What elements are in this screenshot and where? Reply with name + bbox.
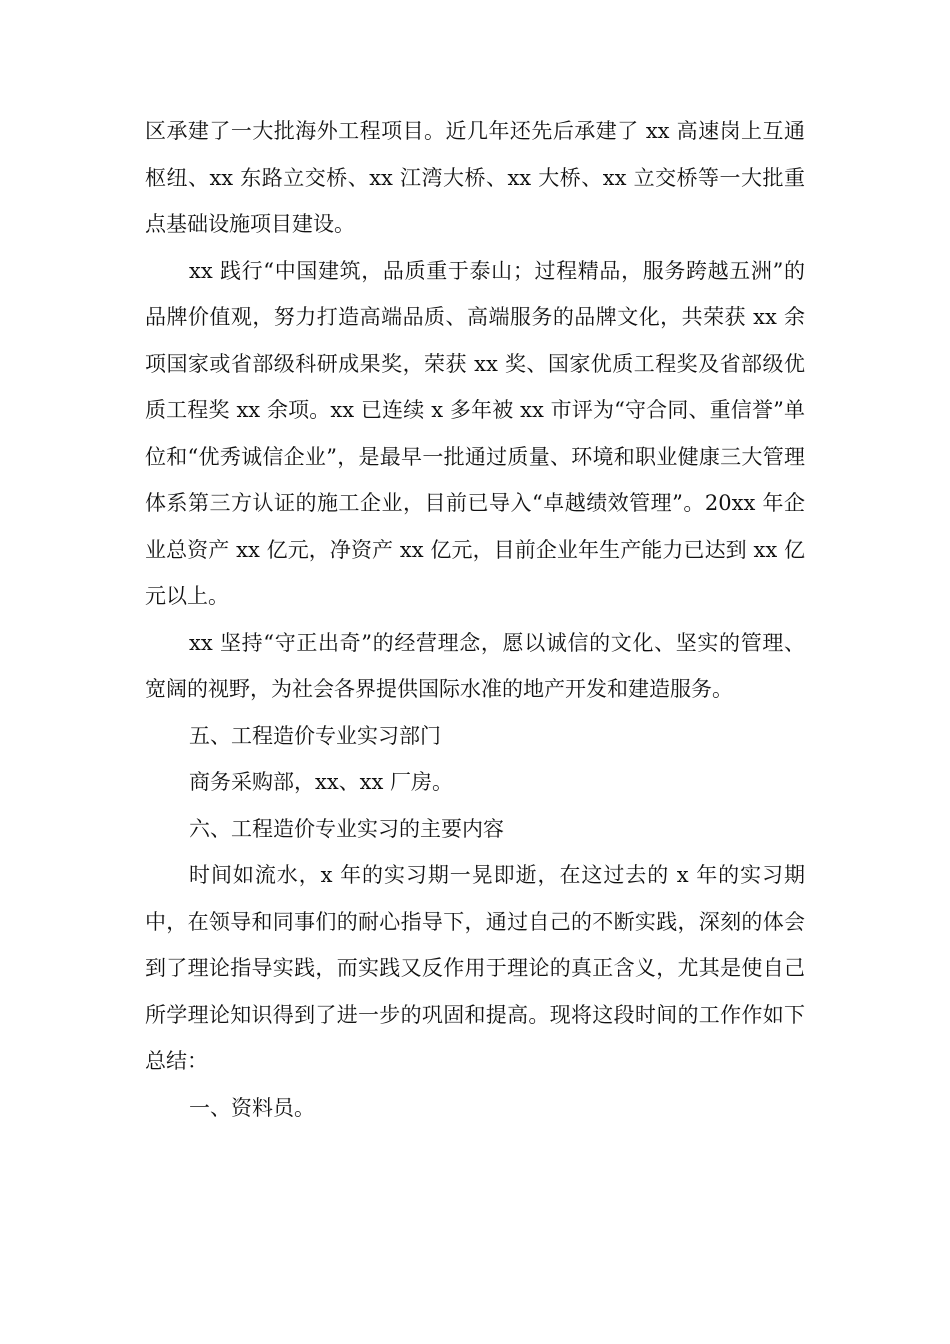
- section-heading-internship-content: 六、工程造价专业实习的主要内容: [189, 816, 504, 841]
- paragraph-brand-values: xx 践行“中国建筑，品质重于泰山；过程精品，服务跨越五洲”的品牌价值观，努力打造高端品质、高端服务的品牌文化，共荣获 xx 余项国家或省部级科研成果奖，荣获 xx 奖、国家优质工程奖及省部级优质工程奖 xx 余项。xx 已连续 x 多年被 xx 市评为“守合同、重信誉”单位和“优秀诚信企业”，是最早一批通过质量、环境和职业健康三大管理体系第三方认证的施工企业，目前已导入“卓越绩效管理”。20xx 年企业总资产 xx 亿元，净资产 xx 亿元，目前企业年生产能力已达到 xx 亿元以上。: [145, 258, 805, 608]
- paragraph-business-philosophy: xx 坚持“守正出奇”的经营理念，愿以诚信的文化、坚实的管理、宽阔的视野，为社会各界提供国际水准的地产开发和建造服务。: [145, 630, 805, 701]
- paragraph-department: 商务采购部，xx、xx 厂房。: [189, 770, 454, 794]
- paragraph-internship-summary: 时间如流水，x 年的实习期一晃即逝，在这过去的 x 年的实习期中，在领导和同事们的耐心指导下，通过自己的不断实践，深刻的体会到了理论指导实践，而实践又反作用于理论的真正含义，尤其是使自己所学理论知识得到了进一步的巩固和提高。现将这段时间的工作作如下总结：: [145, 863, 805, 1073]
- paragraph-continuation: 区承建了一大批海外工程项目。近几年还先后承建了 xx 高速岗上互通枢纽、xx 东路立交桥、xx 江湾大桥、xx 大桥、xx 立交桥等一大批重点基础设施项目建设。: [145, 119, 805, 236]
- document-body: [145, 108, 805, 1131]
- subsection-heading-data-clerk: 一、资料员。: [189, 1095, 315, 1120]
- section-heading-internship-department: 五、工程造价专业实习部门: [189, 723, 441, 748]
